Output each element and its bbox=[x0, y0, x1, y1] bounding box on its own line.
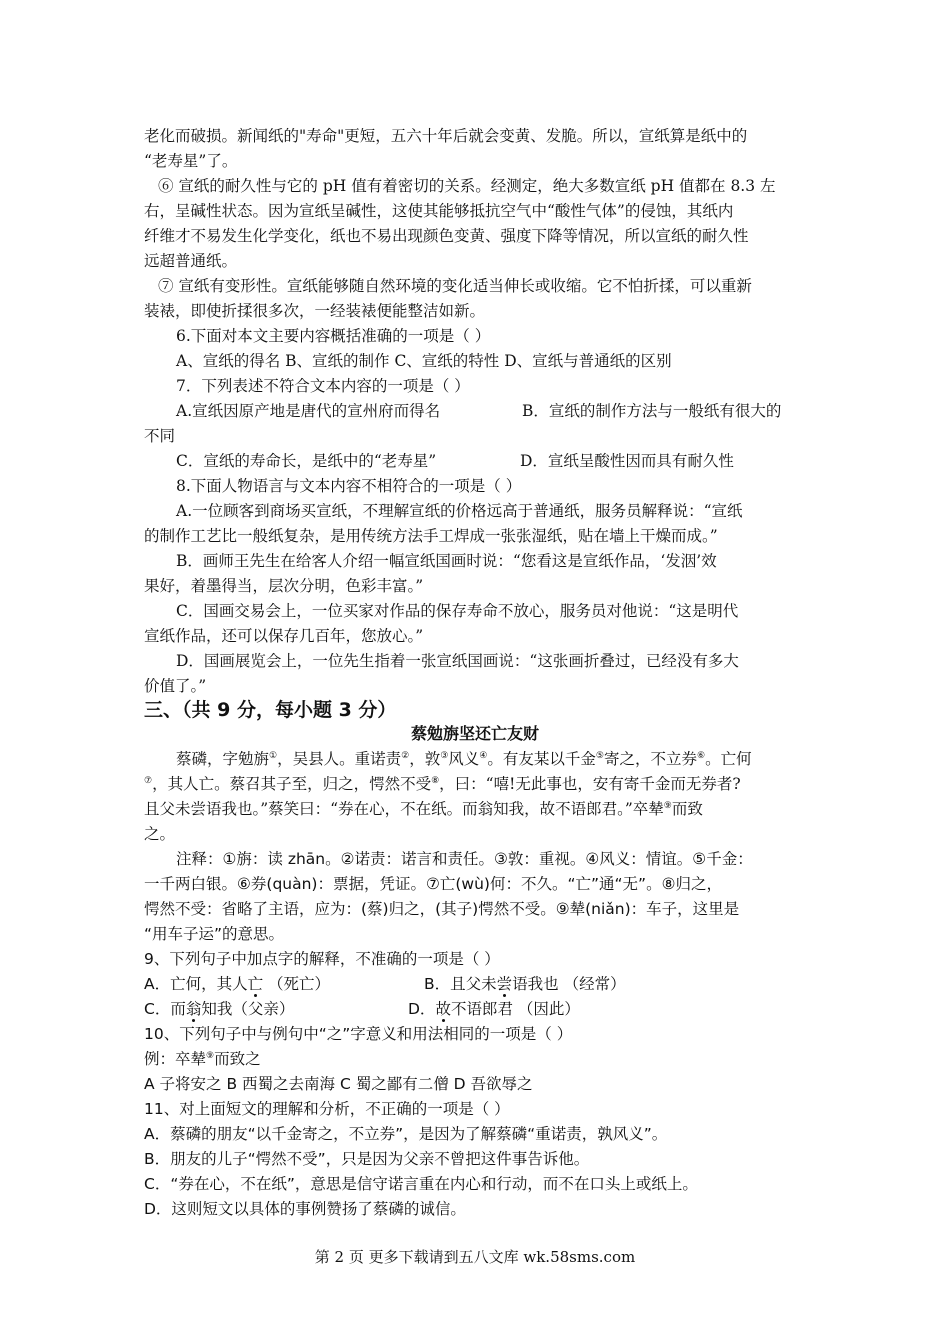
question-10-stem: 10、下列句子中与例句中“之”字意义和用法相同的一项是（ ） bbox=[144, 1025, 573, 1043]
passage-line: “老寿星”了。 bbox=[144, 152, 238, 170]
question-9-option-c: C．而翁知我（父亲） bbox=[144, 1000, 295, 1018]
passage-line: 右，呈碱性状态。因为宣纸呈碱性，这使其能够抵抗空气中“酸性气体”的侵蚀，其纸内 bbox=[144, 202, 734, 220]
notes-line: 愕然不受：省略了主语，应为：(蔡)归之，(其子)愕然不受。⑨辇(niǎn)：车子，这里是 bbox=[144, 900, 740, 918]
question-8-option-d: D．国画展览会上，一位先生指着一张宣纸国画说：“这张画折叠过，已经没有多大 bbox=[176, 652, 739, 670]
passage-line: ⑦ 宣纸有变形性。宣纸能够随自然环境的变化适当伸长或收缩。它不怕折揉，可以重新 bbox=[158, 277, 752, 295]
section-heading: 三、（共 9 分，每小题 3 分） bbox=[144, 699, 397, 721]
classical-text-line: 之。 bbox=[144, 825, 176, 843]
question-8-option-c: C．国画交易会上，一位买家对作品的保存寿命不放心，服务员对他说：“这是明代 bbox=[176, 602, 739, 620]
question-8-option-a-cont: 的制作工艺比一般纸复杂，是用传统方法手工焊成一张张湿纸，贴在墙上干燥而成。” bbox=[144, 527, 718, 545]
classical-text-line: 蔡磷，字勉旃①，吴县人。重诺责②，敦③风义④。有友某以千金⑤寄之，不立券⑥。亡何 bbox=[176, 750, 752, 768]
passage-line: 远超普通纸。 bbox=[144, 252, 238, 270]
question-7-option-c: C．宣纸的寿命长，是纸中的“老寿星” bbox=[176, 452, 437, 470]
question-10-example: 例：卒辇⑨而致之 bbox=[144, 1050, 261, 1068]
question-9-stem: 9、下列句子中加点字的解释，不准确的一项是（ ） bbox=[144, 950, 500, 968]
passage-title: 蔡勉旃坚还亡友财 bbox=[410, 724, 539, 743]
notes-line: 一千两白银。⑥券(quàn)：票据，凭证。⑦亡(wù)何：不久。“亡”通“无”。⑧归之， bbox=[144, 875, 722, 893]
classical-text-line: 且父未尝语我也。”蔡笑曰：“券在心，不在纸。而翁知我，故不语郎君。”卒辇⑨而致 bbox=[144, 800, 703, 818]
passage-line: 装裱，即使折揉很多次，一经装裱便能整洁如新。 bbox=[144, 302, 486, 320]
notes-line: “用车子运”的意思。 bbox=[144, 925, 285, 943]
passage-line: 老化而破损。新闻纸的"寿命"更短，五六十年后就会变黄、发脆。所以，宣纸算是纸中的 bbox=[144, 127, 748, 145]
question-7-option-d: D．宣纸呈酸性因而具有耐久性 bbox=[520, 452, 734, 470]
question-9-option-d: D．故不语郎君 （因此） bbox=[408, 1000, 580, 1018]
question-10-options: A 子将安之 B 西蜀之去南海 C 蜀之鄙有二僧 D 吾欲辱之 bbox=[144, 1075, 533, 1093]
passage-line: 纤维才不易发生化学变化，纸也不易出现颜色变黄、强度下降等情况，所以宣纸的耐久性 bbox=[144, 227, 749, 245]
question-9-option-a: A．亡何，其人亡 （死亡） bbox=[144, 975, 331, 993]
question-8-option-a: A.一位顾客到商场买宣纸，不理解宣纸的价格远高于普通纸，服务员解释说：“宣纸 bbox=[176, 502, 743, 520]
question-7-stem: 7．下列表述不符合文本内容的一项是（ ） bbox=[176, 377, 470, 395]
question-7-option-a: A.宣纸因原产地是唐代的宣州府而得名 bbox=[176, 402, 441, 420]
page-footer: 第 2 页 更多下载请到五八文库 wk.58sms.com bbox=[314, 1248, 636, 1266]
question-8-option-b: B．画师王先生在给客人介绍一幅宣纸国画时说：“您看这是宣纸作品，‘发洇’效 bbox=[176, 552, 717, 570]
question-8-option-c-cont: 宣纸作品，还可以保存几百年，您放心。” bbox=[144, 627, 424, 645]
classical-text-line: ⑦，其人亡。蔡召其子至，归之，愕然不受⑧，曰：“嘻!无此事也，安有寄千金而无券者? bbox=[144, 775, 741, 793]
question-7-option-b: B．宣纸的制作方法与一般纸有很大的 bbox=[522, 402, 782, 420]
question-11-option-a: A．蔡磷的朋友“以千金寄之，不立券”，是因为了解蔡磷“重诺责，孰风义”。 bbox=[144, 1125, 668, 1143]
notes-line: 注释：①旃：读 zhān。②诺责：诺言和责任。③敦：重视。④风义：情谊。⑤千金： bbox=[176, 850, 753, 868]
passage-line: ⑥ 宣纸的耐久性与它的 pH 值有着密切的关系。经测定，绝大多数宣纸 pH 值都在 8.3 左 bbox=[158, 177, 776, 195]
question-6-options: A、宣纸的得名 B、宣纸的制作 C、宣纸的特性 D、宣纸与普通纸的区别 bbox=[176, 352, 672, 370]
question-8-stem: 8.下面人物语言与文本内容不相符合的一项是（ ） bbox=[176, 477, 522, 495]
question-8-option-b-cont: 果好，着墨得当，层次分明，色彩丰富。” bbox=[144, 577, 424, 595]
question-8-option-d-cont: 价值了。” bbox=[144, 677, 207, 695]
question-11-option-c: C．“券在心，不在纸”，意思是信守诺言重在内心和行动，而不在口头上或纸上。 bbox=[144, 1175, 698, 1193]
question-11-option-d: D．这则短文以具体的事例赞扬了蔡磷的诚信。 bbox=[144, 1200, 466, 1218]
question-11-option-b: B．朋友的儿子“愕然不受”，只是因为父亲不曾把这件事告诉他。 bbox=[144, 1150, 590, 1168]
question-7-option-b-cont: 不同 bbox=[144, 427, 176, 445]
question-11-stem: 11、对上面短文的理解和分析，不正确的一项是（ ） bbox=[144, 1100, 510, 1118]
question-9-option-b: B．且父未尝语我也 （经常） bbox=[424, 975, 626, 993]
question-6-stem: 6.下面对本文主要内容概括准确的一项是（ ） bbox=[176, 327, 491, 345]
